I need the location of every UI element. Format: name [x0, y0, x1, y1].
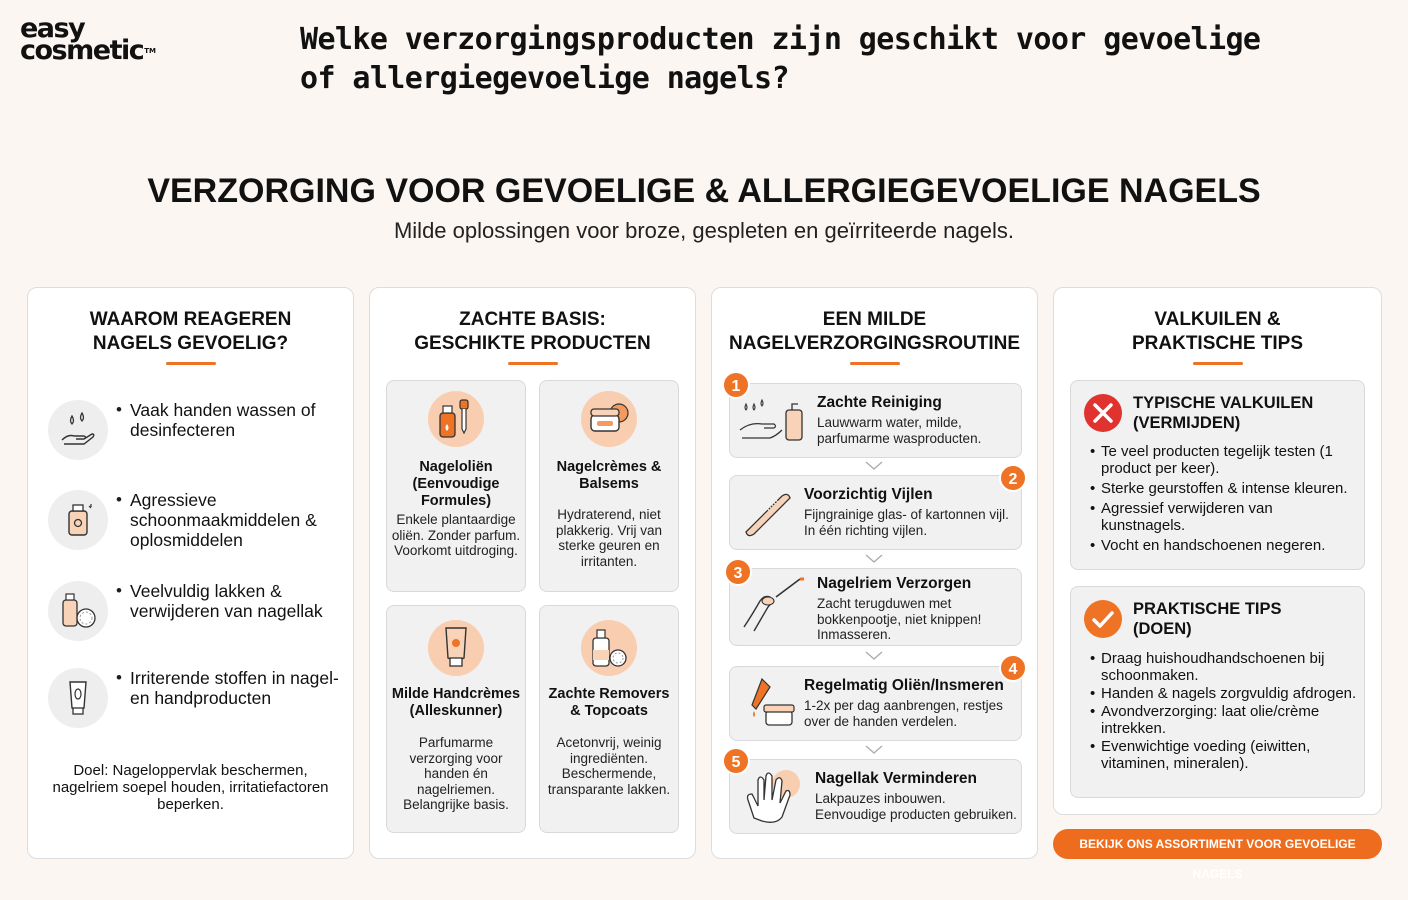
- pitfall-item: • Agressief verwijderen van kunstnagels.: [1101, 500, 1358, 534]
- product-desc: Acetonvrij, weinig ingrediënten. Beschermende, transparante lakken.: [547, 735, 671, 797]
- tip-item: • Evenwichtige voeding (eiwitten, vitaminen, mineralen).: [1101, 738, 1358, 772]
- step-number-badge: 1: [722, 371, 750, 399]
- step-title: Nagellak Verminderen: [815, 770, 977, 787]
- logo-word-easy: easy: [20, 13, 85, 44]
- step-title: Zachte Reiniging: [817, 394, 942, 411]
- routine-step: [729, 666, 1022, 741]
- reason-item: • Agressieve schoonmaakmiddelen & oplosmiddelen: [48, 490, 348, 554]
- step-desc: Fijngrainige glas- of kartonnen vijl. In één richting vijlen.: [804, 507, 1009, 538]
- heading-underline: [166, 362, 216, 365]
- step-number-badge: 5: [722, 747, 750, 775]
- panel-routine: [711, 287, 1038, 859]
- routine-step: [729, 759, 1022, 834]
- logo-tm: TM: [144, 47, 156, 55]
- oil-dropper-icon: [428, 391, 484, 447]
- balm-jar-icon: [581, 391, 637, 447]
- chevron-down-icon: [864, 745, 884, 755]
- pitfall-item: • Vocht en handschoenen negeren.: [1101, 537, 1358, 554]
- heading-underline: [850, 362, 900, 365]
- shop-assortment-button[interactable]: BEKIJK ONS ASSORTIMENT VOOR GEVOELIGE NAGELS: [1053, 829, 1382, 859]
- heading-underline: [1193, 362, 1243, 365]
- step-title: Regelmatig Oliën/Insmeren: [804, 677, 1004, 694]
- heading-underline: [508, 362, 558, 365]
- cleaning-bottle-icon: [48, 490, 108, 550]
- product-title: Milde Handcrèmes (Alleskunner): [391, 686, 521, 719]
- product-card: [386, 380, 526, 592]
- tip-item: • Avondverzorging: laat olie/crème intrekken.: [1101, 703, 1358, 737]
- product-desc: Enkele plantaardige oliën. Zonder parfum. Voorkomt uitdroging.: [391, 512, 521, 558]
- reason-item: • Vaak handen wassen of desinfecteren: [48, 400, 348, 464]
- product-desc: Hydraterend, niet plakkerig. Vrij van sterke geuren en irritanten.: [555, 507, 663, 569]
- pitfall-item: • Sterke geurstoffen & intense kleuren.: [1101, 480, 1358, 497]
- checkmark-icon: [1083, 599, 1123, 639]
- reason-text: Irriterende stoffen in nagel- en handproducten: [130, 668, 339, 708]
- nail-file-icon: [740, 486, 800, 540]
- infographic-title: VERZORGING VOOR GEVOELIGE & ALLERGIEGEVOELIGE NAGELS: [147, 172, 1261, 210]
- dropper-jar-icon: [742, 675, 802, 733]
- close-icon: [1083, 393, 1123, 433]
- chevron-down-icon: [864, 651, 884, 661]
- product-card: [539, 605, 679, 833]
- step-number-badge: 4: [999, 654, 1027, 682]
- product-title: Nageloliën (Eenvoudige Formules): [412, 459, 500, 509]
- panel-heading: WAAROM REAGEREN NAGELS GEVOELIG?: [89, 309, 292, 354]
- panel-products: [369, 287, 696, 859]
- product-card: [386, 605, 526, 833]
- panel-heading: ZACHTE BASIS: GESCHIKTE PRODUCTEN: [414, 309, 651, 354]
- step-desc: Lakpauzes inbouwen. Eenvoudige producten gebruiken.: [815, 791, 1017, 822]
- page-question: Welke verzorgingsproducten zijn geschikt voor gevoelige of allergiegevoelige nagels?: [300, 22, 1261, 96]
- product-card: [539, 380, 679, 592]
- step-desc: 1-2x per dag aanbrengen, restjes over de handen verdelen.: [804, 698, 1003, 729]
- bare-hand-icon: [742, 766, 808, 826]
- nail-polish-remover-icon: [48, 581, 108, 641]
- step-desc: Zacht terugduwen met bokkenpootje, niet knippen! Inmasseren.: [817, 596, 982, 642]
- washing-hands-icon: [738, 396, 810, 450]
- routine-step: [729, 475, 1022, 550]
- pitfalls-title: TYPISCHE VALKUILEN (VERMIJDEN): [1133, 394, 1314, 432]
- routine-step: [729, 568, 1022, 646]
- remover-bottle-icon: [581, 620, 637, 676]
- routine-step: [729, 383, 1022, 458]
- tip-item: • Handen & nagels zorgvuldig afdrogen.: [1101, 685, 1358, 702]
- step-title: Voorzichtig Vijlen: [804, 486, 933, 503]
- chevron-down-icon: [864, 461, 884, 471]
- reason-item: • Veelvuldig lakken & verwijderen van nagellak: [48, 581, 348, 645]
- logo-word-cosmetic: cosmetic: [20, 35, 144, 66]
- step-number-badge: 3: [724, 558, 752, 586]
- panel-heading: EEN MILDE NAGELVERZORGINGSROUTINE: [729, 309, 1020, 354]
- product-desc: Parfumarme verzorging voor handen én nagelriemen. Belangrijke basis.: [403, 735, 509, 812]
- chevron-down-icon: [864, 554, 884, 564]
- reason-text: Veelvuldig lakken & verwijderen van nagellak: [130, 581, 323, 621]
- pitfall-item: • Te veel producten tegelijk testen (1 product per keer).: [1101, 443, 1358, 477]
- reason-text: Agressieve schoonmaakmiddelen & oplosmiddelen: [130, 490, 317, 550]
- product-title: Zachte Removers & Topcoats: [548, 686, 670, 719]
- tips-box: [1070, 586, 1365, 798]
- reason-item: • Irriterende stoffen in nagel- en handproducten: [48, 668, 348, 732]
- product-title: Nagelcrèmes & Balsems: [556, 459, 662, 492]
- panel-heading: VALKUILEN & PRAKTISCHE TIPS: [1131, 309, 1304, 354]
- tips-title: PRAKTISCHE TIPS (DOEN): [1133, 600, 1282, 638]
- step-title: Nagelriem Verzorgen: [817, 575, 972, 592]
- tip-item: • Draag huishoudhandschoenen bij schoonmaken.: [1101, 650, 1358, 684]
- hand-drops-icon: [48, 400, 108, 460]
- panel-pitfalls-tips: [1053, 287, 1382, 815]
- step-number-badge: 2: [999, 464, 1027, 492]
- panel-why-sensitive: [27, 287, 354, 859]
- cuticle-pusher-icon: [738, 577, 808, 639]
- goal-text: Doel: Nageloppervlak beschermen, nagelriem soepel houden, irritatiefactoren beperken.: [52, 762, 329, 813]
- step-desc: Lauwwarm water, milde, parfumarme wasproducten.: [817, 415, 982, 446]
- infographic-subtitle: Milde oplossingen voor broze, gespleten en geïrriteerde nagels.: [393, 218, 1015, 243]
- cream-tube-icon: [48, 668, 108, 728]
- pitfalls-box: [1070, 380, 1365, 570]
- easycosmetic-logo[interactable]: [20, 13, 180, 68]
- hand-cream-tube-icon: [428, 620, 484, 676]
- reason-text: Vaak handen wassen of desinfecteren: [130, 400, 316, 440]
